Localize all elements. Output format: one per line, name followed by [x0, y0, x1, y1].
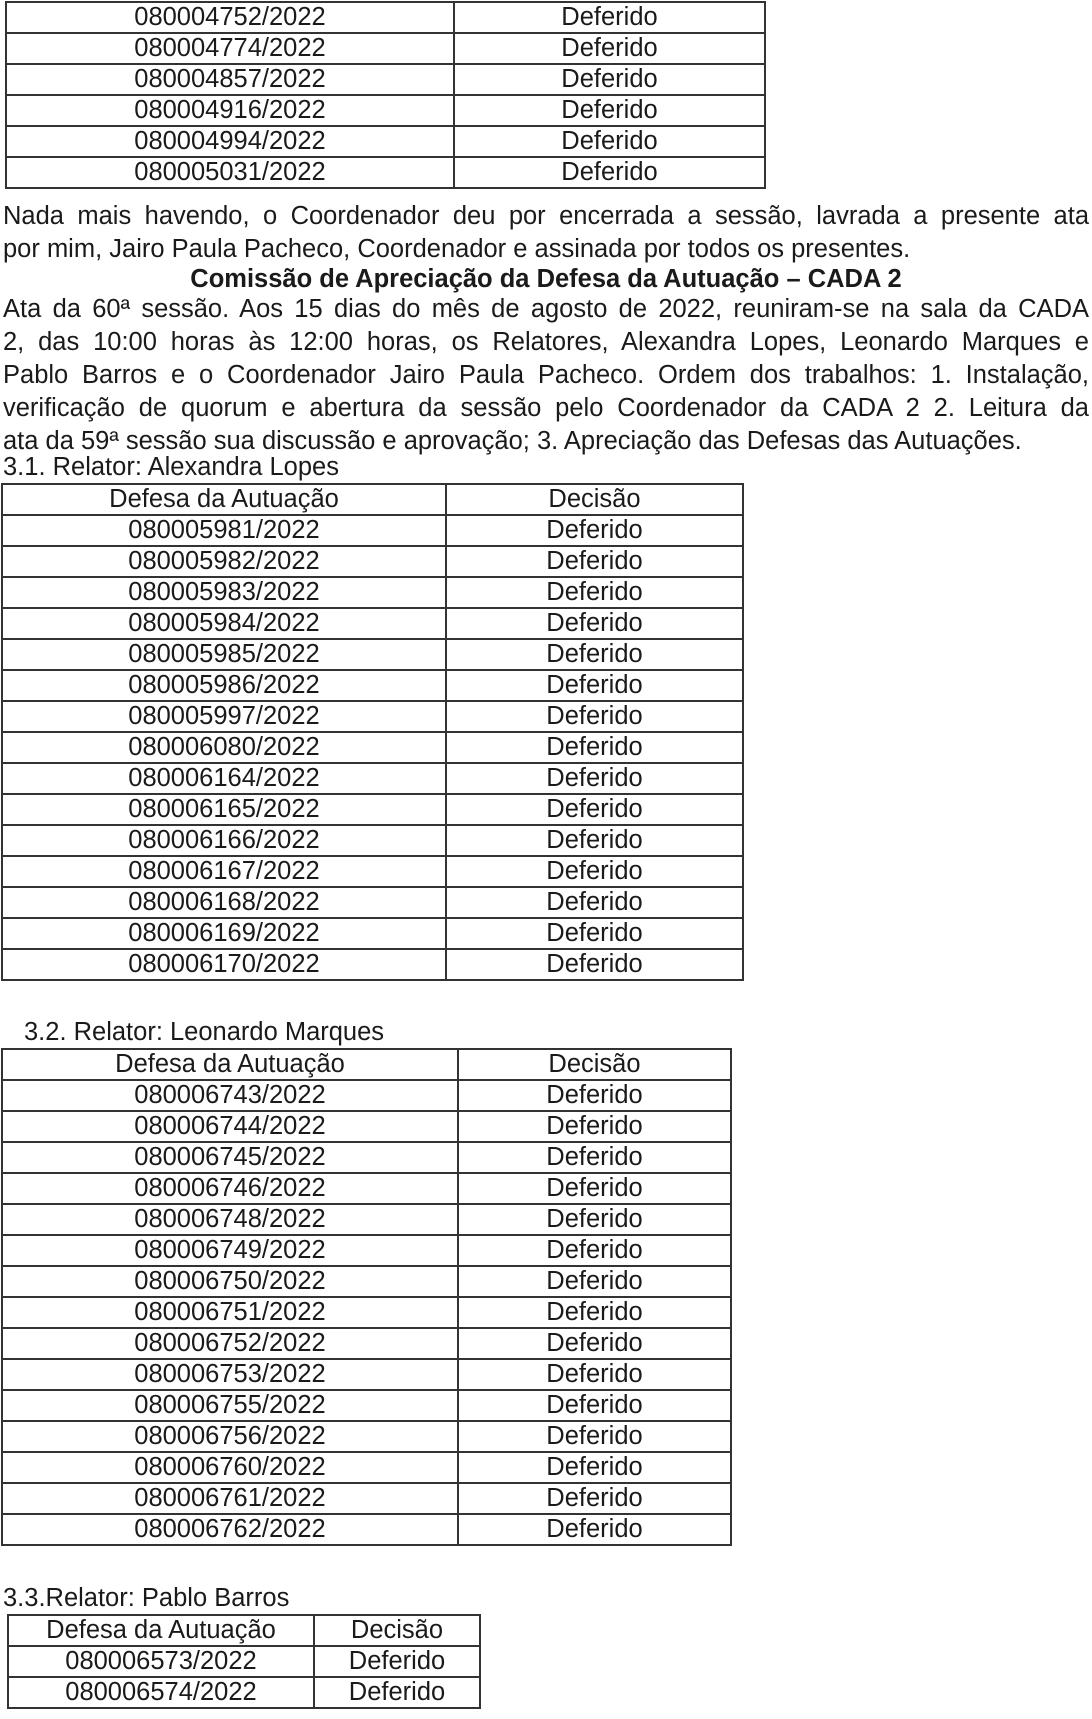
- table-row: [2, 1235, 731, 1266]
- table-row: [2, 546, 743, 577]
- table-row: [2, 1452, 731, 1483]
- table-row: [2, 949, 743, 980]
- decision-cell: Deferido: [446, 639, 743, 670]
- table-row: [2, 1142, 731, 1173]
- table-row: [2, 918, 743, 949]
- table-row: [2, 794, 743, 825]
- table-row: [2, 1328, 731, 1359]
- process-number-cell: 080006168/2022: [2, 887, 446, 918]
- process-number-cell: 080006756/2022: [2, 1421, 458, 1452]
- decision-cell: Deferido: [446, 794, 743, 825]
- closing-line-1: Nada mais havendo, o Coordenador deu por encerrada a sessão, lavrada a presente ata: [3, 202, 1089, 230]
- process-number-cell: 080006748/2022: [2, 1204, 458, 1235]
- relator-2-decision-table: [1, 1048, 732, 1546]
- process-number-cell: 080006574/2022: [8, 1677, 314, 1708]
- decision-cell: Deferido: [454, 157, 765, 188]
- header-decisao: Decisão: [458, 1049, 731, 1080]
- decision-cell: Deferido: [458, 1328, 731, 1359]
- table-row: [6, 64, 765, 95]
- process-number-cell: 080005981/2022: [2, 515, 446, 546]
- table-row: [6, 2, 765, 33]
- process-number-cell: 080006743/2022: [2, 1080, 458, 1111]
- table-row: [2, 670, 743, 701]
- table-row: [8, 1677, 480, 1708]
- decision-cell: Deferido: [458, 1359, 731, 1390]
- process-number-cell: 080005031/2022: [6, 157, 454, 188]
- ata-paragraph: [3, 293, 1089, 458]
- process-number-cell: 080006573/2022: [8, 1646, 314, 1677]
- decision-cell: Deferido: [446, 546, 743, 577]
- table-row: [2, 825, 743, 856]
- decision-cell: Deferido: [446, 701, 743, 732]
- decision-cell: Deferido: [446, 949, 743, 980]
- top-decision-table: [5, 1, 766, 189]
- process-number-cell: 080006166/2022: [2, 825, 446, 856]
- process-number-cell: 080004994/2022: [6, 126, 454, 157]
- relator-label-1: 3.1. Relator: Alexandra Lopes: [3, 453, 339, 481]
- table-row: [2, 1359, 731, 1390]
- header-defesa: Defesa da Autuação: [2, 1049, 458, 1080]
- header-defesa: Defesa da Autuação: [8, 1615, 314, 1646]
- decision-cell: Deferido: [458, 1235, 731, 1266]
- table-row: [2, 1514, 731, 1545]
- table-row: [2, 1080, 731, 1111]
- decision-cell: Deferido: [446, 825, 743, 856]
- table-row: [6, 95, 765, 126]
- table-row: [2, 1297, 731, 1328]
- table-row: [2, 515, 743, 546]
- process-number-cell: 080006760/2022: [2, 1452, 458, 1483]
- closing-line-2: por mim, Jairo Paula Pacheco, Coordenador e assinada por todos os presentes.: [3, 235, 911, 263]
- decision-cell: Deferido: [454, 64, 765, 95]
- process-number-cell: 080005997/2022: [2, 701, 446, 732]
- process-number-cell: 080004916/2022: [6, 95, 454, 126]
- decision-cell: Deferido: [454, 126, 765, 157]
- decision-cell: Deferido: [458, 1483, 731, 1514]
- decision-cell: Deferido: [446, 856, 743, 887]
- process-number-cell: 080006170/2022: [2, 949, 446, 980]
- table-row: [2, 856, 743, 887]
- decision-cell: Deferido: [446, 577, 743, 608]
- process-number-cell: 080006753/2022: [2, 1359, 458, 1390]
- decision-cell: Deferido: [458, 1266, 731, 1297]
- process-number-cell: 080006165/2022: [2, 794, 446, 825]
- table-row: [6, 33, 765, 64]
- decision-cell: Deferido: [446, 732, 743, 763]
- decision-cell: Deferido: [446, 763, 743, 794]
- table-row: [8, 1646, 480, 1677]
- process-number-cell: 080006761/2022: [2, 1483, 458, 1514]
- decision-cell: Deferido: [446, 515, 743, 546]
- table-row: [2, 1483, 731, 1514]
- table-row: [2, 732, 743, 763]
- process-number-cell: 080006750/2022: [2, 1266, 458, 1297]
- process-number-cell: 080005983/2022: [2, 577, 446, 608]
- relator-1-decision-table: [1, 483, 744, 981]
- table-header-row: [8, 1615, 480, 1646]
- relator-3-decision-table: [7, 1614, 481, 1709]
- decision-cell: Deferido: [446, 670, 743, 701]
- process-number-cell: 080006169/2022: [2, 918, 446, 949]
- decision-cell: Deferido: [458, 1142, 731, 1173]
- process-number-cell: 080005985/2022: [2, 639, 446, 670]
- process-number-cell: 080006762/2022: [2, 1514, 458, 1545]
- table-header-row: [2, 484, 743, 515]
- decision-cell: Deferido: [458, 1173, 731, 1204]
- section-heading: Comissão de Apreciação da Defesa da Autuação – CADA 2: [190, 265, 902, 293]
- decision-cell: Deferido: [446, 887, 743, 918]
- process-number-cell: 080006080/2022: [2, 732, 446, 763]
- decision-cell: Deferido: [458, 1390, 731, 1421]
- table-row: [6, 157, 765, 188]
- decision-cell: Deferido: [458, 1421, 731, 1452]
- decision-cell: Deferido: [458, 1514, 731, 1545]
- process-number-cell: 080005982/2022: [2, 546, 446, 577]
- closing-paragraph: [3, 200, 1089, 266]
- table-row: [2, 1390, 731, 1421]
- process-number-cell: 080006752/2022: [2, 1328, 458, 1359]
- table-row: [2, 577, 743, 608]
- table-row: [2, 1266, 731, 1297]
- process-number-cell: 080004752/2022: [6, 2, 454, 33]
- decision-cell: Deferido: [454, 95, 765, 126]
- table-row: [2, 1111, 731, 1142]
- header-decisao: Decisão: [314, 1615, 480, 1646]
- process-number-cell: 080004857/2022: [6, 64, 454, 95]
- decision-cell: Deferido: [454, 2, 765, 33]
- decision-cell: Deferido: [458, 1111, 731, 1142]
- decision-cell: Deferido: [458, 1204, 731, 1235]
- process-number-cell: 080004774/2022: [6, 33, 454, 64]
- table-row: [2, 1173, 731, 1204]
- table-row: [2, 887, 743, 918]
- decision-cell: Deferido: [458, 1452, 731, 1483]
- decision-cell: Deferido: [446, 918, 743, 949]
- relator-label-2: 3.2. Relator: Leonardo Marques: [24, 1018, 385, 1046]
- ata-line-1: Ata da 60ª sessão. Aos 15 dias do mês de agosto de 2022, reuniram-se na sala da CADA: [3, 295, 1089, 323]
- decision-cell: Deferido: [458, 1297, 731, 1328]
- process-number-cell: 080005984/2022: [2, 608, 446, 639]
- decision-cell: Deferido: [314, 1646, 480, 1677]
- ata-line-3: Pablo Barros e o Coordenador Jairo Paula Pacheco. Ordem dos trabalhos: 1. Instalação,: [3, 361, 1089, 389]
- table-row: [2, 1204, 731, 1235]
- decision-cell: Deferido: [446, 608, 743, 639]
- ata-line-2: 2, das 10:00 horas às 12:00 horas, os Relatores, Alexandra Lopes, Leonardo Marques e: [3, 328, 1089, 356]
- process-number-cell: 080006164/2022: [2, 763, 446, 794]
- process-number-cell: 080006755/2022: [2, 1390, 458, 1421]
- table-row: [2, 1421, 731, 1452]
- decision-cell: Deferido: [454, 33, 765, 64]
- process-number-cell: 080006167/2022: [2, 856, 446, 887]
- process-number-cell: 080006744/2022: [2, 1111, 458, 1142]
- relator-label-3: 3.3.Relator: Pablo Barros: [3, 1584, 290, 1612]
- header-decisao: Decisão: [446, 484, 743, 515]
- process-number-cell: 080006745/2022: [2, 1142, 458, 1173]
- process-number-cell: 080005986/2022: [2, 670, 446, 701]
- process-number-cell: 080006751/2022: [2, 1297, 458, 1328]
- ata-line-4: verificação de quorum e abertura da sessão pelo Coordenador da CADA 2 2. Leitura da: [3, 394, 1089, 422]
- decision-cell: Deferido: [314, 1677, 480, 1708]
- header-defesa: Defesa da Autuação: [2, 484, 446, 515]
- table-row: [2, 763, 743, 794]
- table-row: [2, 608, 743, 639]
- process-number-cell: 080006746/2022: [2, 1173, 458, 1204]
- ata-line-5: ata da 59ª sessão sua discussão e aprovação; 3. Apreciação das Defesas das Autuações.: [3, 427, 1022, 455]
- table-row: [2, 701, 743, 732]
- decision-cell: Deferido: [458, 1080, 731, 1111]
- table-row: [6, 126, 765, 157]
- process-number-cell: 080006749/2022: [2, 1235, 458, 1266]
- table-row: [2, 639, 743, 670]
- table-header-row: [2, 1049, 731, 1080]
